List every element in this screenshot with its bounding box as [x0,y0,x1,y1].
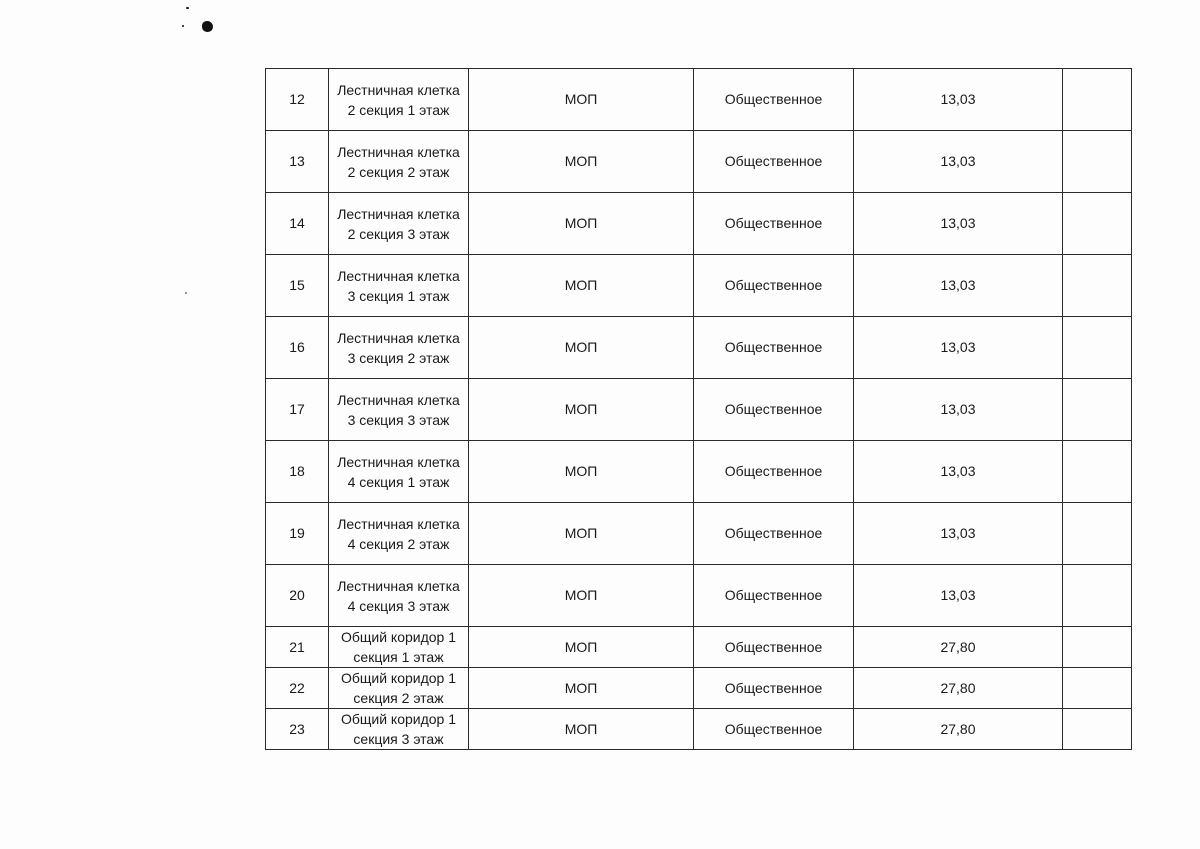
name-line-1: Лестничная клетка [337,205,460,222]
premises-note [1063,379,1132,441]
name-line-1: Лестничная клетка [337,267,460,284]
premises-name [329,255,469,317]
table-row [266,131,1132,193]
premises-note [1063,627,1132,668]
premises-type: МОП [469,503,694,565]
premises-category: Общественное [694,668,854,709]
premises-note [1063,193,1132,255]
premises-category: Общественное [694,255,854,317]
premises-name [329,503,469,565]
premises-note [1063,709,1132,750]
name-line-2: 3 секция 3 этаж [347,411,450,428]
premises-name [329,565,469,627]
premises-area: 13,03 [854,69,1063,131]
premises-area: 27,80 [854,668,1063,709]
premises-area: 27,80 [854,627,1063,668]
premises-type: МОП [469,709,694,750]
premises-area: 13,03 [854,441,1063,503]
premises-name [329,317,469,379]
name-line-1: Лестничная клетка [337,391,460,408]
premises-type: МОП [469,565,694,627]
name-line-2: 2 секция 3 этаж [347,225,450,242]
premises-category: Общественное [694,441,854,503]
name-line-1: Общий коридор 1 [340,670,457,686]
table-row [266,317,1132,379]
premises-type: МОП [469,193,694,255]
premises-note [1063,565,1132,627]
name-line-2: 4 секция 2 этаж [347,535,450,552]
premises-area: 13,03 [854,565,1063,627]
name-line-2: секция 3 этаж [353,731,444,747]
row-number: 23 [266,709,329,750]
name-line-2: 4 секция 3 этаж [347,597,450,614]
premises-area: 13,03 [854,503,1063,565]
name-line-1: Лестничная клетка [337,143,460,160]
table-row [266,69,1132,131]
premises-name [329,193,469,255]
row-number: 20 [266,565,329,627]
row-number: 21 [266,627,329,668]
premises-category: Общественное [694,627,854,668]
table-row [266,441,1132,503]
row-number: 18 [266,441,329,503]
premises-category: Общественное [694,317,854,379]
name-line-2: секция 2 этаж [353,690,444,706]
table-row [266,565,1132,627]
premises-name [329,69,469,131]
name-line-1: Общий коридор 1 [340,711,457,727]
premises-type: МОП [469,317,694,379]
ink-blot [202,21,213,32]
table-row [266,709,1132,750]
name-line-2: 3 секция 1 этаж [347,287,450,304]
name-line-1: Общий коридор 1 [340,629,457,645]
premises-area: 13,03 [854,317,1063,379]
premises-name [329,627,469,668]
premises-name [329,668,469,709]
premises-category: Общественное [694,565,854,627]
name-line-1: Лестничная клетка [337,81,460,98]
name-line-1: Лестничная клетка [337,329,460,346]
table-row [266,503,1132,565]
row-number: 19 [266,503,329,565]
premises-note [1063,69,1132,131]
scan-speck [185,292,187,294]
premises-note [1063,255,1132,317]
row-number: 13 [266,131,329,193]
premises-category: Общественное [694,131,854,193]
name-line-2: 2 секция 2 этаж [347,163,450,180]
table-row [266,668,1132,709]
table-row [266,627,1132,668]
row-number: 17 [266,379,329,441]
name-line-2: 3 секция 2 этаж [347,349,450,366]
premises-note [1063,317,1132,379]
row-number: 14 [266,193,329,255]
premises-name [329,441,469,503]
premises-area: 13,03 [854,131,1063,193]
name-line-1: Лестничная клетка [337,515,460,532]
premises-area: 27,80 [854,709,1063,750]
premises-note [1063,131,1132,193]
premises-category: Общественное [694,709,854,750]
table-row [266,379,1132,441]
premises-note [1063,503,1132,565]
premises-category: Общественное [694,503,854,565]
premises-name [329,131,469,193]
premises-type: МОП [469,668,694,709]
premises-type: МОП [469,441,694,503]
row-number: 16 [266,317,329,379]
premises-table [265,68,1132,750]
name-line-2: 4 секция 1 этаж [347,473,450,490]
premises-note [1063,441,1132,503]
premises-category: Общественное [694,193,854,255]
row-number: 12 [266,69,329,131]
premises-type: МОП [469,255,694,317]
premises-note [1063,668,1132,709]
premises-name [329,709,469,750]
premises-type: МОП [469,131,694,193]
table-row [266,193,1132,255]
premises-area: 13,03 [854,255,1063,317]
scan-speck [182,25,184,27]
premises-category: Общественное [694,69,854,131]
table-row [266,255,1132,317]
premises-area: 13,03 [854,193,1063,255]
premises-type: МОП [469,627,694,668]
premises-area: 13,03 [854,379,1063,441]
premises-category: Общественное [694,379,854,441]
premises-name [329,379,469,441]
premises-type: МОП [469,379,694,441]
name-line-2: секция 1 этаж [353,649,444,665]
name-line-1: Лестничная клетка [337,577,460,594]
scan-speck [186,7,189,9]
row-number: 22 [266,668,329,709]
premises-type: МОП [469,69,694,131]
name-line-2: 2 секция 1 этаж [347,101,450,118]
name-line-1: Лестничная клетка [337,453,460,470]
row-number: 15 [266,255,329,317]
